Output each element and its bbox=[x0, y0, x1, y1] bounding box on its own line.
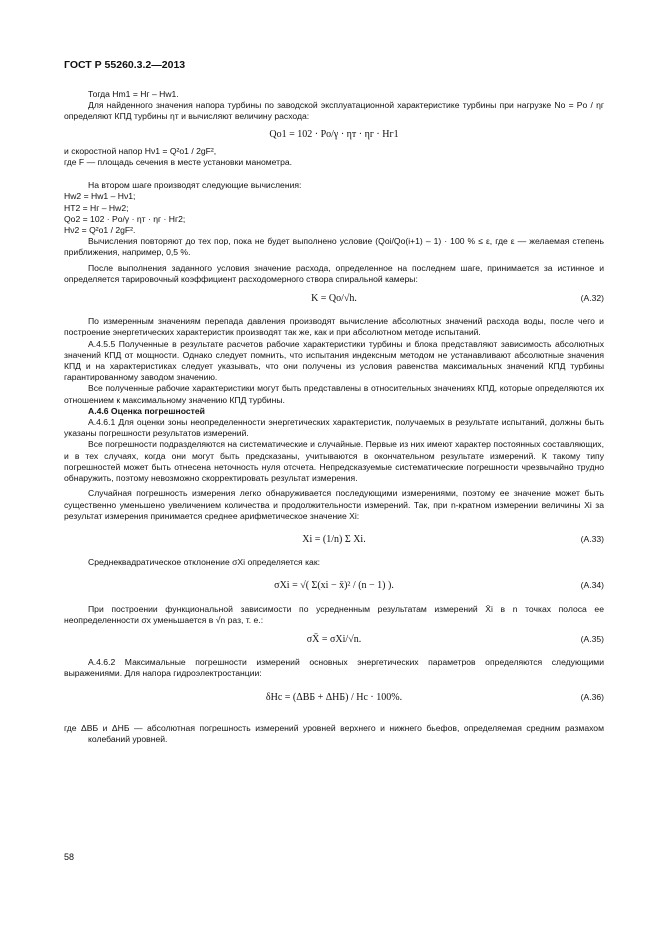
formula: σXi = √( Σ(xi − x̄)² / (n − 1) ). bbox=[274, 580, 394, 592]
formula: Qо1 = 102 · Pо/γ · ηт · ηг · Hг1 bbox=[269, 128, 399, 140]
formula: σX̄ = σXi/√n. bbox=[306, 633, 362, 645]
text-line: и скоростной напор Hν1 = Q²о1 / 2gF², bbox=[64, 145, 217, 156]
formula: δHс = (ΔВБ + ΔНБ) / Hс · 100%. bbox=[265, 691, 403, 703]
paragraph: Случайная погрешность измерения легко обнаруживается последующими измерениями, поэтому ее значение может быть существенно уменьшено увеличением количества и продолжительности измерений. Так, при n-кратном измерении величины Xi за результат измерения принимается среднее арифметическое значение Xi: bbox=[64, 488, 604, 521]
text-line: Тогда Hm1 = Hг – Hw1. bbox=[88, 89, 179, 99]
formula-number: (А.35) bbox=[580, 633, 604, 644]
text-line: На втором шаге производят следующие вычисления: bbox=[88, 180, 302, 191]
text-line: HT2 = Hг – Hw2; bbox=[64, 202, 129, 213]
paragraph: А.4.6.2 Максимальные погрешности измерений основных энергетических параметров определяются следующими выражениями. Для напора гидроэлектростанции: bbox=[64, 657, 604, 679]
standard-header: ГОСТ Р 55260.3.2—2013 bbox=[64, 59, 186, 71]
formula: K = Qо/√h. bbox=[311, 293, 357, 305]
paragraph: Все погрешности подразделяются на систематические и случайные. Первые из них имеют характер постоянных составляющих, и в тех случаях, когда они могут быть предсказаны, учитываются в окончательном результате измерений. К такому типу погрешностей может быть отнесена неточность нуля отсчета. Непредсказуемые систематические погрешности чрезвычайно трудно обнаружить, поэтому невозможно скорректировать результат измерения. bbox=[64, 439, 604, 484]
formula: Xi = (1/n) Σ Xi. bbox=[302, 533, 366, 545]
page-number: 58 bbox=[64, 852, 75, 862]
paragraph: А.4.5.5 Полученные в результате расчетов рабочие характеристики турбины и блока представляют зависимость абсолютных значений КПД от мощности. Однако следует помнить, что испытания индексным методом не устанавливают абсолютные значения КПД и на характеристиках следует указывать, что они получены из условия равенства максимальных значений КПД турбины гарантированному заводом значению. bbox=[64, 338, 604, 383]
paragraph: При построении функциональной зависимости по усредненным результатам измерений X̄i в n точках полоса ее неопределенности σx уменьшается в √n раз, т. е.: bbox=[64, 603, 604, 625]
paragraph: После выполнения заданного условия значение расхода, определенное на последнем шаге, принимается за истинное и определяется тарировочный коэффициент расходомерного створа спиральной камеры: bbox=[64, 262, 604, 284]
formula-row bbox=[64, 534, 604, 545]
formula-number: (А.36) bbox=[580, 691, 604, 702]
paragraph: Все полученные рабочие характеристики могут быть представлены в относительных значениях КПД, которые определяются их отношением к максимальному значению КПД турбины. bbox=[64, 383, 604, 405]
document-body bbox=[64, 89, 604, 745]
formula-row bbox=[64, 293, 604, 304]
formula-row bbox=[64, 580, 604, 591]
paragraph: По измеренным значениям перепада давления производят вычисление абсолютных значений расхода воды, после чего и построение энергетических характеристик производят так же, как и при абсолютном методе испытаний. bbox=[64, 316, 604, 338]
text-line: Среднеквадратическое отклонение σXi определяется как: bbox=[88, 557, 320, 568]
formula-row bbox=[64, 634, 604, 645]
paragraph: Для найденного значения напора турбины по заводской эксплуатационной характеристике турбины при нагрузке Nо = Pо / ηг определяют КПД турбины ηт и вычисляют величину расхода: bbox=[64, 100, 604, 122]
formula-number: (А.33) bbox=[580, 533, 604, 544]
paragraph: где ΔВБ и ΔНБ — абсолютная погрешность измерений уровней верхнего и нижнего бьефов, определяемая средним размахом колебаний уровней. bbox=[64, 722, 604, 744]
text-line: где F — площадь сечения в месте установки манометра. bbox=[64, 157, 293, 168]
formula-number: (А.34) bbox=[580, 580, 604, 591]
text-line: Qо2 = 102 · Pо/γ · ηт · ηг · Hг2; bbox=[64, 213, 186, 224]
formula-row bbox=[64, 692, 604, 703]
paragraph: А.4.6.1 Для оценки зоны неопределенности энергетических характеристик, получаемых в результате испытаний, должны быть указаны погрешности результатов измерений. bbox=[64, 417, 604, 439]
paragraph: Вычисления повторяют до тех пор, пока не будет выполнено условие (Qоi/Qо(i+1) – 1) · 100 % ≤ ε, где ε — желаемая степень приближения, например, 0,5 %. bbox=[64, 236, 604, 258]
text-line: Hν2 = Q²о1 / 2gF². bbox=[64, 225, 136, 236]
formula-number: (А.32) bbox=[580, 293, 604, 304]
text-line: Hw2 = Hw1 – Hν1; bbox=[64, 191, 136, 202]
section-heading: А.4.6 Оценка погрешностей bbox=[88, 405, 205, 416]
